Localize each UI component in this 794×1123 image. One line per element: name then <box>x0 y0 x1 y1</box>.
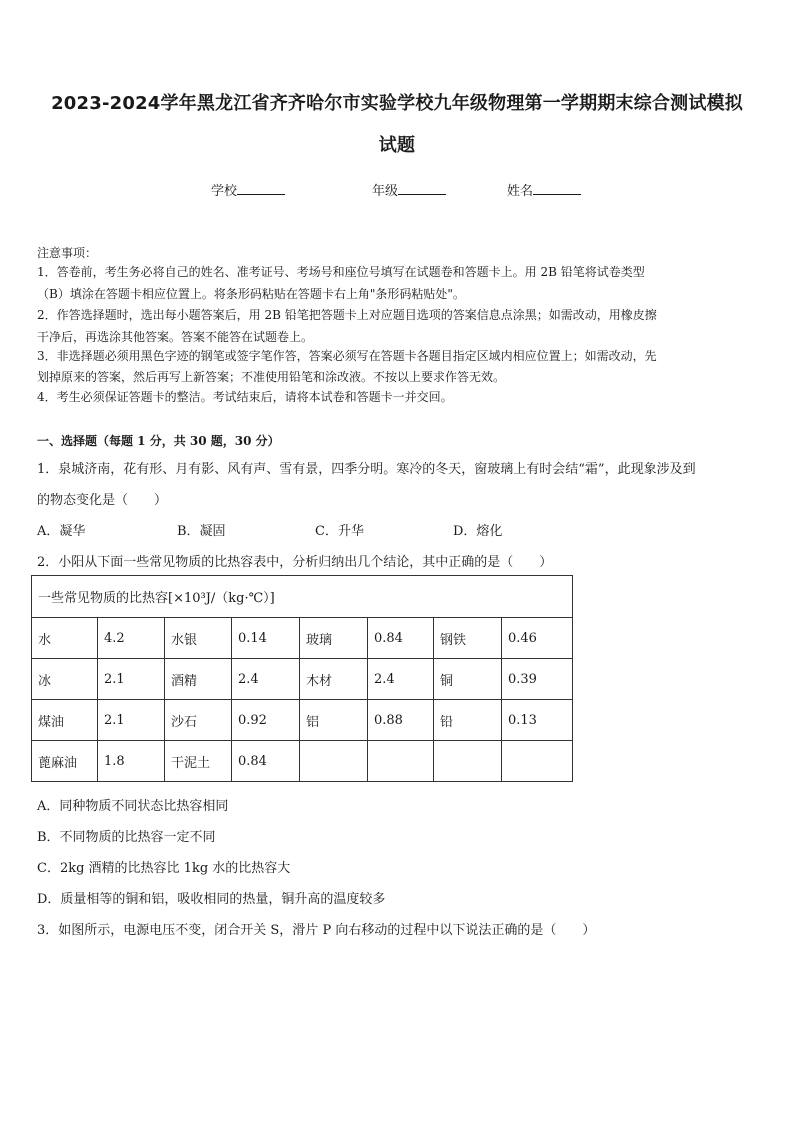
q2-option-a[interactable]: A．同种物质不同状态比热容相同 <box>37 799 229 814</box>
table-cell: 0.92 <box>232 700 300 741</box>
q2-option-c[interactable]: C．2kg 酒精的比热容比 1kg 水的比热容大 <box>37 861 291 876</box>
table-cell: 铝 <box>300 700 368 741</box>
exam-title-line-2: 试题 <box>378 135 416 156</box>
exam-title-line-1: 2023-2024学年黑龙江省齐齐哈尔市实验学校九年级物理第一学期期末综合测试模拟 <box>51 93 743 114</box>
table-cell: 铜 <box>434 659 502 700</box>
table-cell: 0.88 <box>368 700 434 741</box>
q1-stem-line-2: 的物态变化是（ ） <box>37 493 168 508</box>
table-cell: 0.14 <box>232 618 300 659</box>
grade-label: 年级 <box>372 184 399 199</box>
q1-option-c[interactable]: C．升华 <box>315 524 364 539</box>
specific-heat-table <box>31 575 573 782</box>
name-field[interactable] <box>507 180 581 199</box>
note-line: 2．作答选择题时，选出每小题答案后，用 2B 铅笔把答题卡上对应题目选项的答案信息点涂黑；如需改动，用橡皮擦 <box>37 308 657 322</box>
table-cell <box>368 741 434 782</box>
name-label: 姓名 <box>507 184 534 199</box>
q1-stem-line-1: 1．泉城济南，花有形、月有影、风有声、雪有景，四季分明。寒冷的冬天，窗玻璃上有时会结“霜”，此现象涉及到 <box>37 462 696 477</box>
table-row <box>32 700 573 741</box>
q3-stem: 3．如图所示，电源电压不变，闭合开关 S，滑片 P 向右移动的过程中以下说法正确的是（ ） <box>37 923 596 938</box>
table-cell: 0.39 <box>502 659 573 700</box>
table-cell: 冰 <box>32 659 98 700</box>
note-line: 4．考生必须保证答题卡的整洁。考试结束后，请将本试卷和答题卡一并交回。 <box>37 390 453 404</box>
school-blank[interactable] <box>237 180 285 195</box>
table-cell: 干泥土 <box>165 741 232 782</box>
table-cell: 木材 <box>300 659 368 700</box>
table-cell: 0.13 <box>502 700 573 741</box>
table-cell <box>434 741 502 782</box>
note-line: 干净后，再选涂其他答案。答案不能答在试题卷上。 <box>37 330 314 344</box>
table-cell: 2.4 <box>368 659 434 700</box>
grade-field[interactable] <box>372 180 446 199</box>
table-row <box>32 741 573 782</box>
grade-blank[interactable] <box>398 180 446 195</box>
school-field[interactable] <box>211 180 285 199</box>
table-cell: 铅 <box>434 700 502 741</box>
table-cell: 水银 <box>165 618 232 659</box>
table-cell: 2.1 <box>98 700 165 741</box>
table-cell: 2.4 <box>232 659 300 700</box>
table-cell: 0.84 <box>232 741 300 782</box>
table-row <box>32 659 573 700</box>
table-cell: 沙石 <box>165 700 232 741</box>
q2-option-b[interactable]: B．不同物质的比热容一定不同 <box>37 830 216 845</box>
note-line: （B）填涂在答题卡相应位置上。将条形码粘贴在答题卡右上角"条形码粘贴处"。 <box>37 287 465 301</box>
table-cell: 0.46 <box>502 618 573 659</box>
notes-heading: 注意事项： <box>37 246 98 260</box>
table-cell: 2.1 <box>98 659 165 700</box>
name-blank[interactable] <box>533 180 581 195</box>
table-cell: 钢铁 <box>434 618 502 659</box>
table-cell: 0.84 <box>368 618 434 659</box>
table-cell: 煤油 <box>32 700 98 741</box>
table-cell: 水 <box>32 618 98 659</box>
q2-option-d[interactable]: D．质量相等的铜和铝，吸收相同的热量，铜升高的温度较多 <box>37 892 386 907</box>
note-line: 划掉原来的答案，然后再写上新答案；不准使用铅笔和涂改液。不按以上要求作答无效。 <box>37 370 506 384</box>
table-cell: 4.2 <box>98 618 165 659</box>
q1-option-a[interactable]: A．凝华 <box>37 524 86 539</box>
section-heading: 一、选择题（每题 1 分，共 30 题，30 分） <box>37 434 280 448</box>
note-line: 3．非选择题必须用黑色字迹的钢笔或签字笔作答，答案必须写在答题卡各题目指定区域内相应位置上；如需改动，先 <box>37 349 657 363</box>
table-cell: 1.8 <box>98 741 165 782</box>
table-header-row <box>32 576 573 618</box>
table-cell <box>502 741 573 782</box>
note-line: 1．答卷前，考生务必将自己的姓名、准考证号、考场号和座位号填写在试题卷和答题卡上。用 2B 铅笔将试卷类型 <box>37 265 645 279</box>
q1-option-b[interactable]: B．凝固 <box>177 524 226 539</box>
school-label: 学校 <box>211 184 238 199</box>
table-cell <box>300 741 368 782</box>
table-cell: 玻璃 <box>300 618 368 659</box>
q1-option-d[interactable]: D．熔化 <box>453 524 503 539</box>
table-header: 一些常见物质的比热容[×10³J/（kg·℃）] <box>32 576 573 618</box>
table-row <box>32 618 573 659</box>
table-cell: 蓖麻油 <box>32 741 98 782</box>
q2-stem: 2．小阳从下面一些常见物质的比热容表中，分析归纳出几个结论，其中正确的是（ ） <box>37 555 553 570</box>
table-cell: 酒精 <box>165 659 232 700</box>
